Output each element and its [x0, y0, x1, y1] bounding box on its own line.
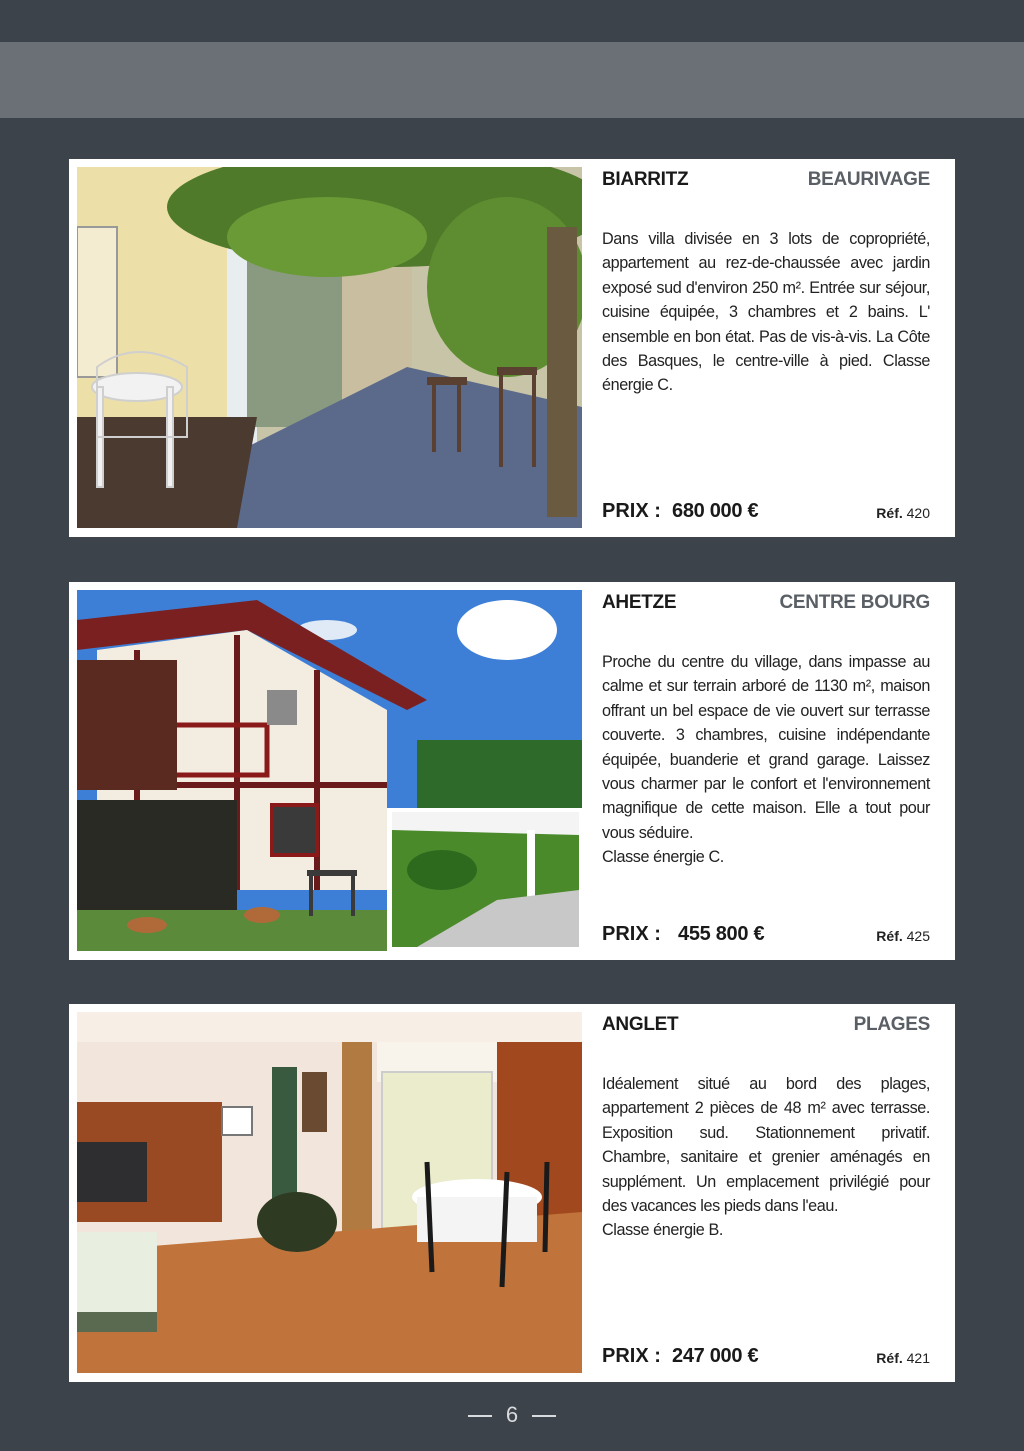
description-paragraph: Proche du centre du village, dans impasse au calme et sur terrain arboré de 1130 m², maison offrant un bel espace de vie ouvert sur terrasse couverte. 3 chambres, cuisine indépendante équipée, buanderie et grand garage. Laissez vous charmer par le confort et l'environnement magnifique de cette maison. Elle a tout pour vous séduire. [602, 653, 930, 842]
price-label: PRIX : [602, 500, 661, 522]
price-label: PRIX : [602, 923, 661, 945]
listing-description [602, 650, 930, 870]
header-band [0, 42, 1024, 118]
reference-number: 425 [906, 928, 930, 944]
energy-class: Classe énergie C. [602, 848, 724, 867]
price-value: 247 000 € [672, 1345, 759, 1367]
reference-label: Réf. [876, 505, 903, 521]
reference [876, 505, 930, 521]
listing-district: CENTRE BOURG [779, 592, 930, 613]
listing-card [69, 582, 955, 960]
reference-number: 420 [906, 505, 930, 521]
reference-number: 421 [906, 1350, 930, 1366]
listing-description [602, 1072, 930, 1243]
price-value: 680 000 € [672, 500, 759, 522]
listing-district: PLAGES [853, 1014, 930, 1035]
price-row [602, 497, 930, 527]
page-number [0, 1402, 1024, 1428]
reference [876, 928, 930, 944]
page-number-dash [468, 1415, 492, 1417]
price-row [602, 1342, 930, 1372]
listing-city: AHETZE [602, 592, 677, 613]
price-label: PRIX : [602, 1345, 661, 1367]
description-paragraph: Dans villa divisée en 3 lots de copropriété, appartement au rez-de-chaussée avec jardin exposé sud d'environ 250 m². Entrée sur séjour, cuisine équipée, 3 chambres et 2 bains. L' ensemble en bon état. Pas de vis-à-vis. La Côte des Basques, le centre-ville à pied. Classe énergie C. [602, 230, 930, 395]
listing-description [602, 227, 930, 398]
reference-label: Réf. [876, 1350, 903, 1366]
property-photo [77, 590, 582, 951]
page-number-value: 6 [505, 1402, 519, 1427]
property-photo [77, 167, 582, 528]
listing-card [69, 159, 955, 537]
page-number-dash [532, 1415, 556, 1417]
listing-district: BEAURIVAGE [807, 169, 930, 190]
property-photo [77, 1012, 582, 1373]
price-row [602, 920, 930, 950]
reference-label: Réf. [876, 928, 903, 944]
reference [876, 1350, 930, 1366]
description-paragraph: Idéalement situé au bord des plages, appartement 2 pièces de 48 m² avec terrasse. Exposition sud. Stationnement privatif. Chambre, sanitaire et grenier aménagés en supplément. Un emplacement privilégié pour des vacances les pieds dans l'eau. [602, 1075, 930, 1216]
listing-city: ANGLET [602, 1014, 679, 1035]
price-value: 455 800 € [678, 923, 765, 945]
listing-card [69, 1004, 955, 1382]
listing-city: BIARRITZ [602, 169, 689, 190]
energy-class: Classe énergie B. [602, 1221, 723, 1240]
